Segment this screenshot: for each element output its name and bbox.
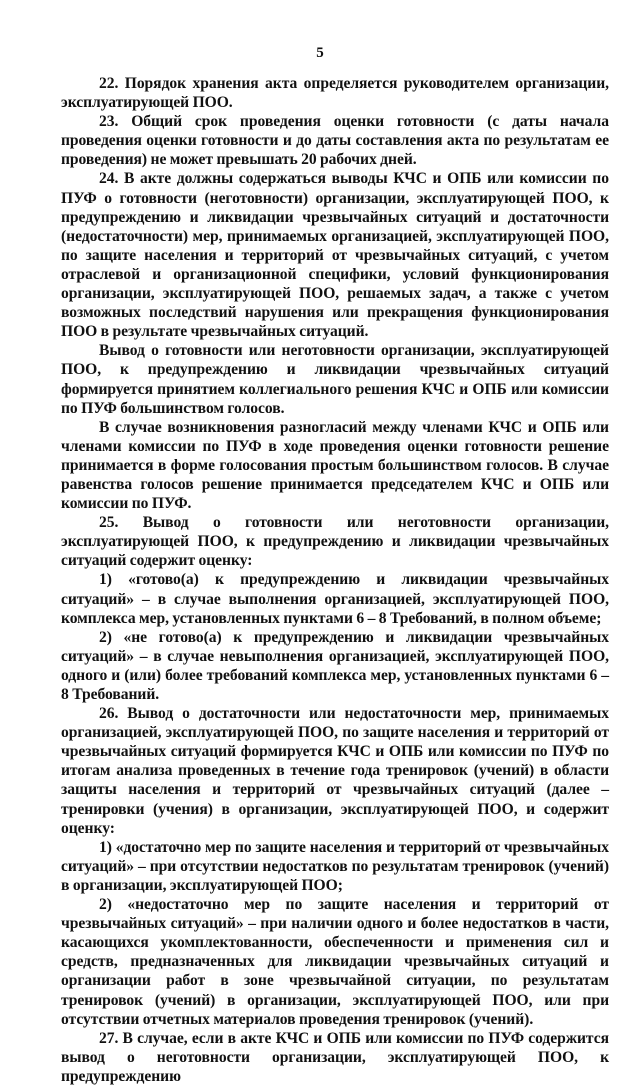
- paragraph-24-readiness-conclusion: Вывод о готовности или неготовности организации, эксплуатирующей ПОО, к предупреждению и ликвидации чрезвычайных ситуаций формируется принятием коллегиального решения КЧС и ОПБ или комиссии по ПУФ большинством голосов.: [61, 342, 609, 417]
- paragraph-25-item-1: 1) «готово(а) к предупреждению и ликвидации чрезвычайных ситуаций» – в случае выполнения организацией, эксплуатирующей ПОО, комплекса мер, установленных пунктами 6 – 8 Требований, в полном объеме;: [61, 571, 609, 627]
- paragraph-24: 24. В акте должны содержаться выводы КЧС и ОПБ или комиссии по ПУФ о готовности (неготовности) организации, эксплуатирующей ПОО, к предупреждению и ликвидации чрезвычайных ситуаций и достаточности (недостаточности) мер, принимаемых организацией, эксплуатирующей ПОО, по защите населения и территорий от чрезвычайных ситуаций, с учетом отраслевой и организационной специфики, условий функционирования организации, эксплуатирующей ПОО, решаемых задач, а также с учетом возможных последствий нарушения или прекращения функционирования ПОО в результате чрезвычайных ситуаций.: [61, 170, 609, 341]
- paragraph-23: 23. Общий срок проведения оценки готовности (с даты начала проведения оценки готовности и до даты составления акта по результатам ее проведения) не может превышать 20 рабочих дней.: [61, 113, 609, 169]
- paragraph-25-item-2: 2) «не готово(а) к предупреждению и ликвидации чрезвычайных ситуаций» – в случае невыполнения организацией, эксплуатирующей ПОО, одного и (или) более требований комплекса мер, установленных пунктами 6 – 8 Требований.: [61, 628, 609, 703]
- document-body: [61, 74, 609, 1086]
- paragraph-25: 25. Вывод о готовности или неготовности организации, эксплуатирующей ПОО, к предупреждению и ликвидации чрезвычайных ситуаций содержит оценку:: [61, 514, 609, 570]
- page-number: 5: [316, 45, 324, 61]
- paragraph-27: 27. В случае, если в акте КЧС и ОПБ или комиссии по ПУФ содержится вывод о неготовности организации, эксплуатирующей ПОО, к предупреждению: [61, 1029, 609, 1085]
- paragraph-22: 22. Порядок хранения акта определяется руководителем организации, эксплуатирующей ПОО.: [61, 75, 609, 112]
- paragraph-26-item-2: 2) «недостаточно мер по защите населения и территорий от чрезвычайных ситуаций» – при наличии одного и более недостатков в части, касающихся укомплектованности, обеспеченности и применения сил и средств, предназначенных для ликвидации чрезвычайных ситуаций и организации работ в зоне чрезвычайной ситуации, по результатам тренировок (учений) в организации, эксплуатирующей ПОО, или при отсутствии отчетных материалов проведения тренировок (учений).: [61, 896, 609, 1028]
- paragraph-26-item-1: 1) «достаточно мер по защите населения и территорий от чрезвычайных ситуаций» – при отсутствии недостатков по результатам тренировок (учений) в организации, эксплуатирующей ПОО;: [61, 838, 609, 894]
- paragraph-26: 26. Вывод о достаточности или недостаточности мер, принимаемых организацией, эксплуатирующей ПОО, по защите населения и территорий от чрезвычайных ситуаций формируется КЧС и ОПБ или комиссии по ПУФ по итогам анализа проведенных в течение года тренировок (учений) в области защиты населения и территорий от чрезвычайных ситуаций (далее – тренировки (учения) в организации, эксплуатирующей ПОО, и содержит оценку:: [61, 705, 609, 837]
- paragraph-24-disagreements: В случае возникновения разногласий между членами КЧС и ОПБ или членами комиссии по ПУФ в ходе проведения оценки готовности решение принимается в форме голосования простым большинством голосов. В случае равенства голосов решение принимается председателем КЧС и ОПБ или комиссии по ПУФ.: [61, 418, 609, 513]
